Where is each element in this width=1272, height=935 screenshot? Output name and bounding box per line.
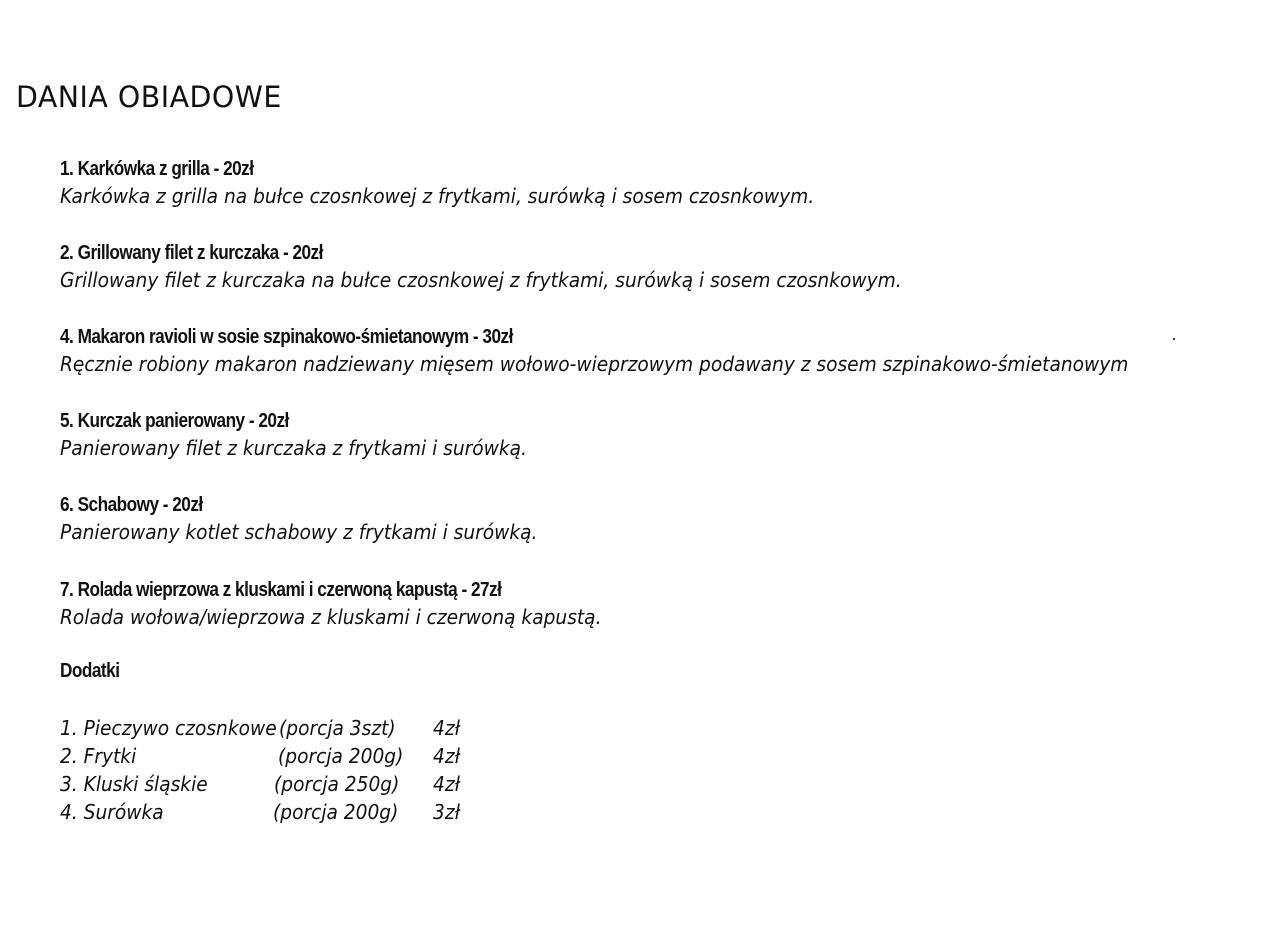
extra-price: 4zł [433, 716, 460, 740]
extras-heading: Dodatki [60, 660, 120, 682]
dish-name: 5. Kurczak panierowany - 20zł [60, 410, 289, 432]
dish-name: 1. Karkówka z grilla - 20zł [60, 158, 254, 180]
dish-description: Rolada wołowa/wieprzowa z kluskami i czerwoną kapustą. [60, 605, 602, 629]
dish-item [60, 324, 1209, 378]
dish-item [60, 577, 642, 631]
dish-description: Ręcznie robiony makaron nadziewany mięsem wołowo-wieprzowym podawany z sosem szpinakowo-śmietanowym [60, 352, 1129, 376]
dish-description: Panierowany filet z kurczaka z frytkami i surówką. [60, 436, 527, 460]
extra-name: 3. Kluski śląskie [60, 772, 208, 796]
extra-portion: (porcja 200g) [273, 800, 399, 824]
extra-name: 1. Pieczywo czosnkowe [60, 716, 277, 740]
dish-name: 7. Rolada wieprzowa z kluskami i czerwoną kapustą - 27zł [60, 579, 502, 601]
dish-description: Karkówka z grilla na bułce czosnkowej z frytkami, surówką i sosem czosnkowym. [60, 184, 815, 208]
dish-name: 6. Schabowy - 20zł [60, 494, 203, 516]
dish-item [60, 408, 562, 462]
extra-portion: (porcja 250g) [274, 772, 400, 796]
stray-dot [1173, 338, 1175, 340]
page-title: DANIA OBIADOWE [16, 80, 282, 114]
extra-price: 3zł [433, 800, 460, 824]
extra-price: 4zł [433, 772, 460, 796]
extra-name: 4. Surówka [60, 800, 164, 824]
extra-portion: (porcja 200g) [278, 744, 404, 768]
dish-item [60, 240, 965, 294]
dish-item [60, 156, 871, 210]
dish-description: Panierowany kotlet schabowy z frytkami i surówką. [60, 520, 538, 544]
dish-name: 2. Grillowany filet z kurczaka - 20zł [60, 242, 323, 264]
extra-price: 4zł [433, 744, 460, 768]
dish-item [60, 492, 573, 546]
extra-portion: (porcja 3szt) [279, 716, 396, 740]
dish-description: Grillowany filet z kurczaka na bułce czosnkowej z frytkami, surówką i sosem czosnkowym. [60, 268, 902, 292]
extra-name: 2. Frytki [60, 744, 137, 768]
dish-name: 4. Makaron ravioli w sosie szpinakowo-śmietanowym - 30zł [60, 326, 513, 348]
